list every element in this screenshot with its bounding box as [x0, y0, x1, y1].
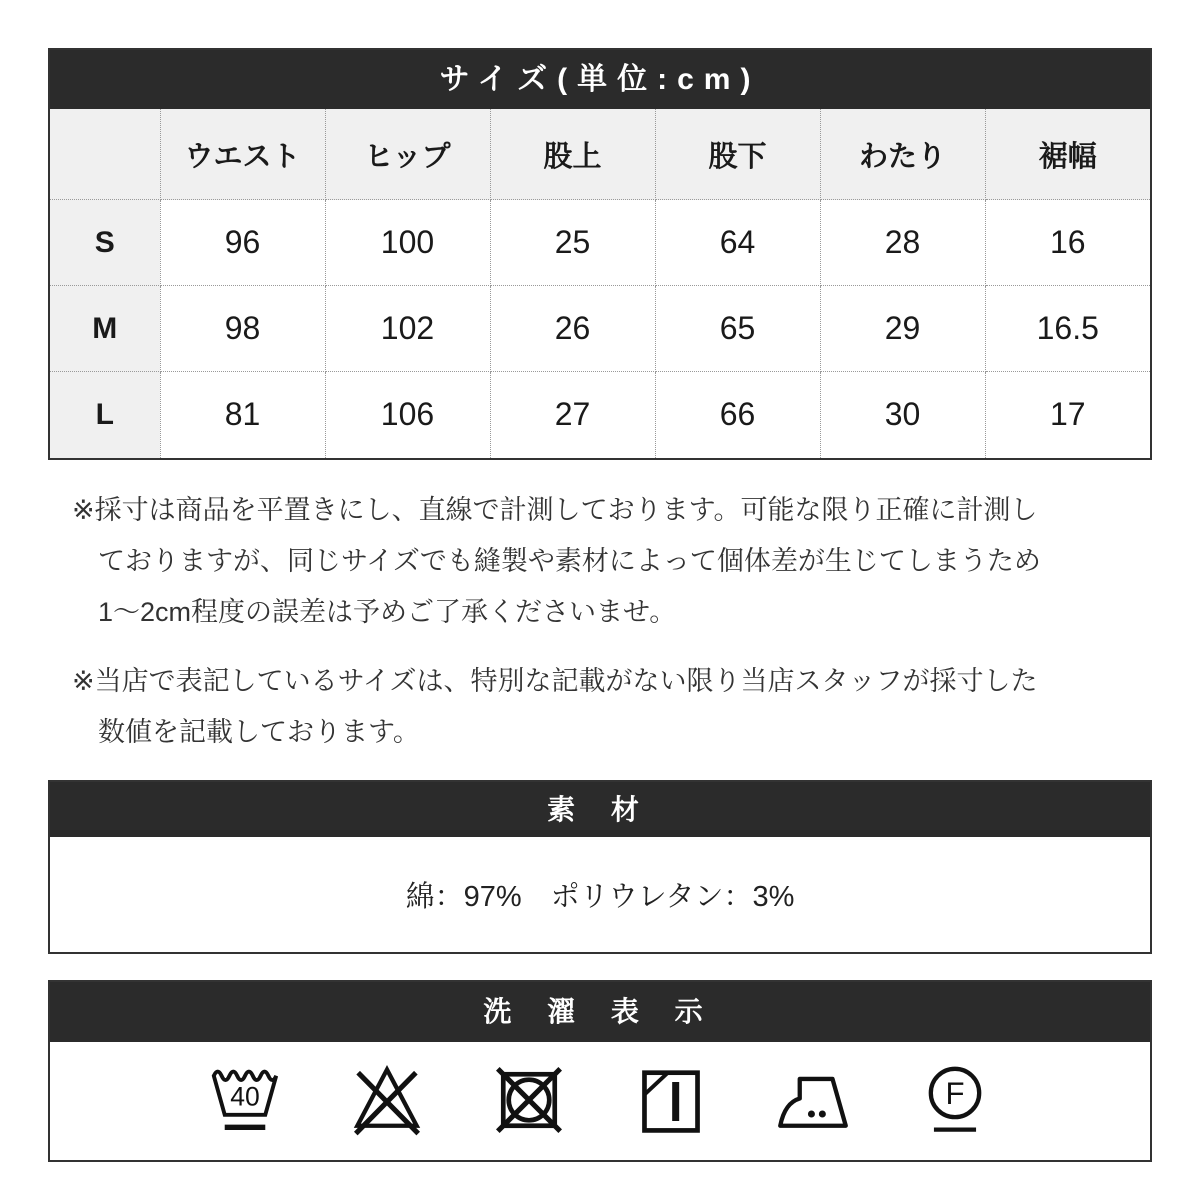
column-header-hem: 裾幅 — [985, 109, 1150, 200]
column-header-inseam: 股下 — [655, 109, 820, 200]
no-tumble-dry-icon — [490, 1057, 568, 1143]
column-header-thigh: わたり — [820, 109, 985, 200]
laundry-section — [48, 980, 1152, 1162]
note-line: ておりますが、同じサイズでも縫製や素材によって個体差が生じてしまうため — [98, 546, 1041, 576]
iron-medium-heat-icon — [774, 1057, 852, 1143]
size-section — [48, 48, 1152, 460]
column-header-hip: ヒップ — [325, 109, 490, 200]
size-row-l — [50, 372, 1150, 458]
size-cell: 30 — [820, 372, 985, 458]
note-line: ※採寸は商品を平置きにし、直線で計測しております。可能な限り正確に計測し — [72, 495, 1038, 525]
size-table-header-row — [50, 109, 1150, 200]
note-line: 数値を記載しております。 — [98, 717, 420, 747]
size-cell: 16.5 — [985, 286, 1150, 372]
size-table-corner-cell — [50, 109, 160, 200]
care-icon-row — [50, 1042, 1150, 1158]
size-cell: 65 — [655, 286, 820, 372]
measurement-note — [72, 485, 1092, 638]
line-dry-in-shade-icon — [632, 1057, 710, 1143]
size-cell: 16 — [985, 200, 1150, 286]
size-row-m — [50, 286, 1150, 372]
size-cell: 102 — [325, 286, 490, 372]
note-line: 1～2cm程度の誤差は予めご了承くださいませ。 — [98, 597, 677, 627]
size-cell: 98 — [160, 286, 325, 372]
size-cell: 100 — [325, 200, 490, 286]
size-cell: 17 — [985, 372, 1150, 458]
size-cell: 66 — [655, 372, 820, 458]
size-cell: 64 — [655, 200, 820, 286]
size-row-s — [50, 200, 1150, 286]
column-header-waist: ウエスト — [160, 109, 325, 200]
note-line: ※当店で表記しているサイズは、特別な記載がない限り当店スタッフが採寸した — [72, 666, 1038, 696]
no-bleach-icon — [348, 1057, 426, 1143]
size-cell: 26 — [490, 286, 655, 372]
laundry-section-title: 洗 濯 表 示 — [50, 982, 1150, 1042]
staff-measured-note — [72, 656, 1092, 758]
wash-40-icon — [206, 1057, 284, 1143]
dry-clean-petroleum-gentle-icon — [916, 1057, 994, 1143]
dry-clean-solvent-label: F — [945, 1075, 965, 1111]
size-cell: 29 — [820, 286, 985, 372]
size-section-title: サイズ(単位:cm) — [50, 50, 1150, 109]
size-cell: 81 — [160, 372, 325, 458]
size-row-label: S — [50, 200, 160, 286]
size-cell: 96 — [160, 200, 325, 286]
size-cell: 27 — [490, 372, 655, 458]
size-cell: 25 — [490, 200, 655, 286]
material-section-title: 素 材 — [50, 782, 1150, 837]
size-table — [50, 109, 1150, 458]
material-composition: 綿：97% ポリウレタン：3% — [405, 881, 795, 913]
material-section — [48, 780, 1152, 954]
size-cell: 28 — [820, 200, 985, 286]
wash-temperature-label: 40 — [230, 1081, 260, 1112]
size-cell: 106 — [325, 372, 490, 458]
size-row-label: L — [50, 372, 160, 458]
column-header-rise: 股上 — [490, 109, 655, 200]
size-row-label: M — [50, 286, 160, 372]
